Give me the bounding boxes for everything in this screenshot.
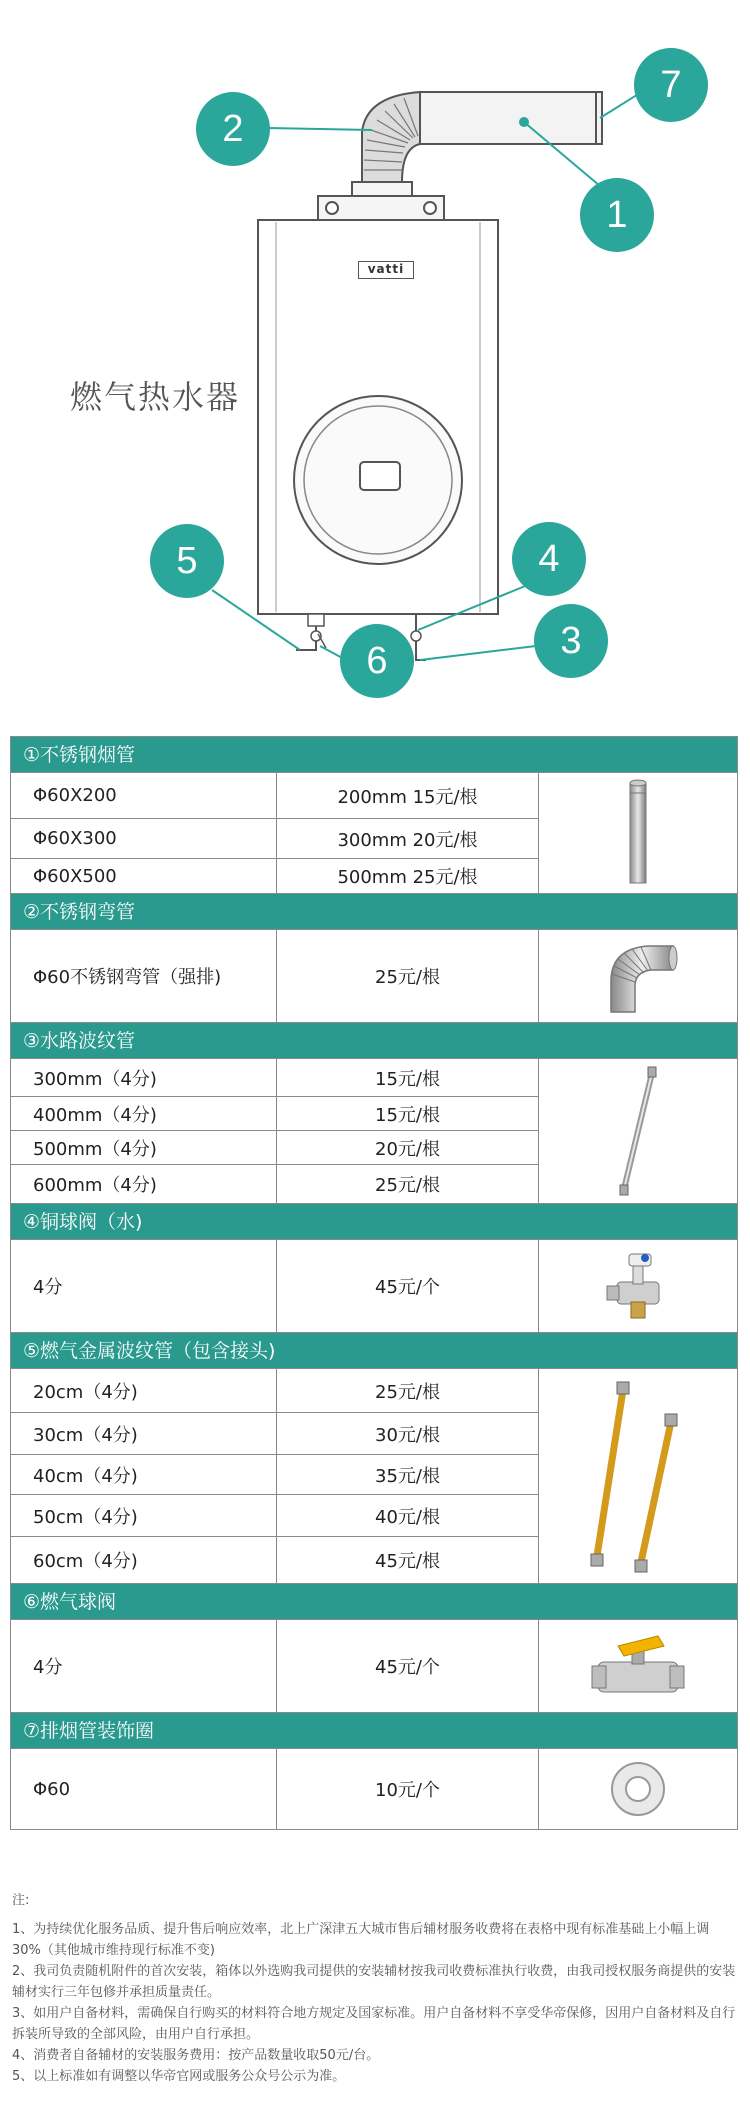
spec-cell: 60cm（4分) xyxy=(11,1537,277,1583)
price-cell: 35元/根 xyxy=(277,1455,539,1494)
brand-logo: vatti xyxy=(358,261,414,279)
table-row xyxy=(11,1059,539,1097)
spec-cell: 4分 xyxy=(11,1240,277,1332)
section-header: ①不锈钢烟管 xyxy=(11,737,737,773)
price-cell: 25元/根 xyxy=(277,1369,539,1412)
spec-cell: 4分 xyxy=(11,1620,277,1712)
heater-label: 燃气热水器 xyxy=(70,378,241,416)
badge-7: 7 xyxy=(634,48,708,122)
spec-cell: 40cm（4分) xyxy=(11,1455,277,1494)
badge-3: 3 xyxy=(534,604,608,678)
water-hose-icon xyxy=(539,1059,737,1203)
note-item: 4、消费者自备辅材的安装服务费用：按产品数量收取50元/台。 xyxy=(12,2048,380,2063)
price-cell: 45元/个 xyxy=(277,1240,539,1332)
spec-cell: 30cm（4分) xyxy=(11,1413,277,1454)
section-header: ⑦排烟管装饰圈 xyxy=(11,1713,737,1749)
table-row xyxy=(11,819,539,859)
badge-2: 2 xyxy=(196,92,270,166)
table-row xyxy=(11,1749,539,1829)
gas-hose-icon xyxy=(539,1369,737,1583)
spec-cell: Φ60X300 xyxy=(11,819,277,858)
note-item: 5、以上标准如有调整以华帝官网或服务公众号公示为准。 xyxy=(12,2069,346,2084)
elbow-pipe-icon xyxy=(539,930,737,1022)
price-cell: 30元/根 xyxy=(277,1413,539,1454)
table-row xyxy=(11,930,539,1022)
note-item: 2、我司负责随机附件的首次安装，箱体以外选购我司提供的安装辅材按我司收费标准执行收费，由我司授权服务商提供的安装辅材实行三年包修并承担质量责任。 xyxy=(12,1964,736,2000)
heater-illustration xyxy=(0,0,750,720)
price-cell: 25元/根 xyxy=(277,930,539,1022)
section-header: ③水路波纹管 xyxy=(11,1023,737,1059)
table-row xyxy=(11,1240,539,1332)
section-body xyxy=(11,930,737,1023)
spec-cell: Φ60不锈钢弯管（强排) xyxy=(11,930,277,1022)
spec-cell: 500mm（4分) xyxy=(11,1131,277,1164)
spec-cell: Φ60 xyxy=(11,1749,277,1829)
table-row xyxy=(11,1097,539,1131)
price-cell: 200mm 15元/根 xyxy=(277,773,539,818)
section-body xyxy=(11,773,737,894)
table-row xyxy=(11,1537,539,1583)
table-row xyxy=(11,1165,539,1203)
table-row xyxy=(11,1620,539,1712)
spec-cell: 300mm（4分) xyxy=(11,1059,277,1096)
note-item: 3、如用户自备材料，需确保自行购买的材料符合地方规定及国家标准。用户自备材料不享受华帝保修，因用户自备材料及自行拆装所导致的全部风险，由用户自行承担。 xyxy=(12,2006,736,2042)
section-body xyxy=(11,1749,737,1829)
notes xyxy=(12,1890,738,2087)
price-cell: 25元/根 xyxy=(277,1165,539,1203)
badge-5: 5 xyxy=(150,524,224,598)
section-body xyxy=(11,1369,737,1584)
spec-cell: 50cm（4分) xyxy=(11,1495,277,1536)
table-row xyxy=(11,1495,539,1537)
table-row xyxy=(11,859,539,893)
price-table xyxy=(10,736,738,1830)
spec-cell: Φ60X200 xyxy=(11,773,277,818)
price-cell: 10元/个 xyxy=(277,1749,539,1829)
table-row xyxy=(11,1455,539,1495)
table-row xyxy=(11,1413,539,1455)
badge-6: 6 xyxy=(340,624,414,698)
spec-cell: 20cm（4分) xyxy=(11,1369,277,1412)
spec-cell: 400mm（4分) xyxy=(11,1097,277,1130)
price-cell: 500mm 25元/根 xyxy=(277,859,539,893)
price-cell: 45元/个 xyxy=(277,1620,539,1712)
table-row xyxy=(11,1369,539,1413)
notes-heading: 注: xyxy=(12,1893,30,1908)
price-cell: 15元/根 xyxy=(277,1059,539,1096)
straight-pipe-icon xyxy=(539,773,737,893)
price-cell: 15元/根 xyxy=(277,1097,539,1130)
badge-1: 1 xyxy=(580,178,654,252)
section-body xyxy=(11,1620,737,1713)
spec-cell: 600mm（4分) xyxy=(11,1165,277,1203)
price-cell: 45元/根 xyxy=(277,1537,539,1583)
price-cell: 300mm 20元/根 xyxy=(277,819,539,858)
note-item: 1、为持续优化服务品质、提升售后响应效率，北上广深津五大城市售后辅材服务收费将在表格中现有标准基础上小幅上调30%（其他城市维持现行标准不变) xyxy=(12,1922,710,1958)
heater-diagram xyxy=(0,0,750,720)
badge-4: 4 xyxy=(512,522,586,596)
water-valve-icon xyxy=(539,1240,737,1332)
section-body xyxy=(11,1059,737,1204)
section-header: ⑥燃气球阀 xyxy=(11,1584,737,1620)
spec-cell: Φ60X500 xyxy=(11,859,277,893)
section-body xyxy=(11,1240,737,1333)
section-header: ⑤燃气金属波纹管（包含接头) xyxy=(11,1333,737,1369)
table-row xyxy=(11,773,539,819)
section-header: ②不锈钢弯管 xyxy=(11,894,737,930)
table-row xyxy=(11,1131,539,1165)
price-cell: 20元/根 xyxy=(277,1131,539,1164)
price-cell: 40元/根 xyxy=(277,1495,539,1536)
section-header: ④铜球阀（水) xyxy=(11,1204,737,1240)
decor-ring-icon xyxy=(539,1749,737,1829)
gas-valve-icon xyxy=(539,1620,737,1712)
